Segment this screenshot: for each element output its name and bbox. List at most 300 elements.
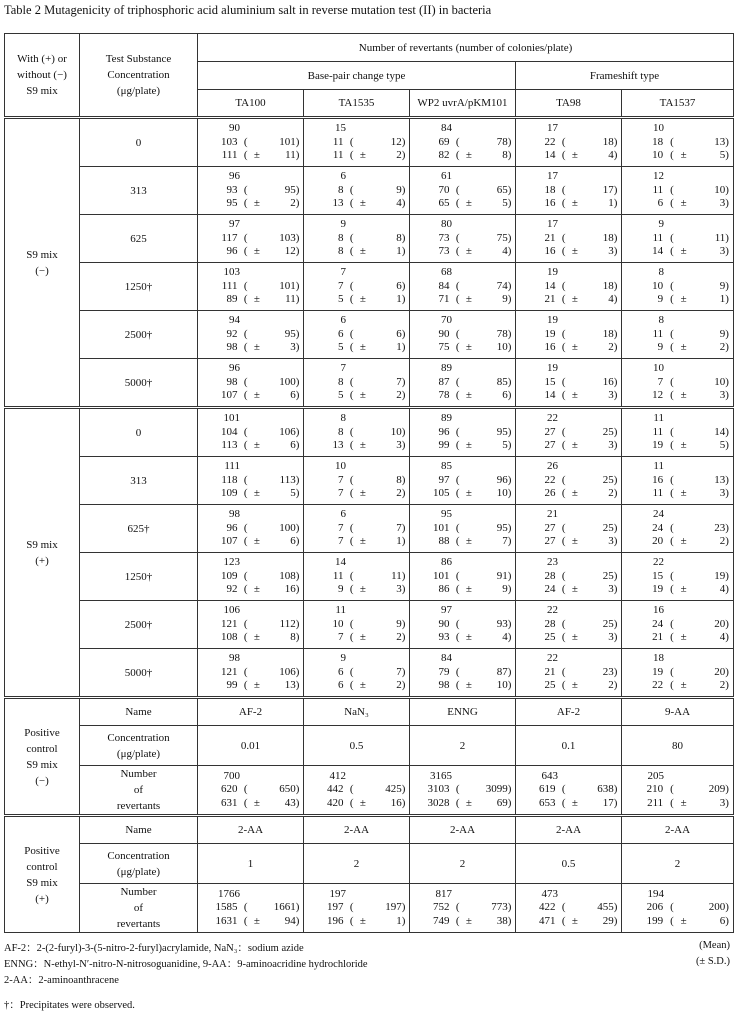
plate-row bbox=[636, 439, 733, 453]
plate-count: 111 bbox=[224, 460, 240, 473]
mean-value: 25 bbox=[602, 473, 614, 486]
positive-group-line: S9 mix bbox=[26, 876, 58, 889]
close-paren: ) bbox=[401, 245, 406, 258]
mean-value: 85 bbox=[496, 375, 508, 388]
count-cell bbox=[410, 359, 516, 408]
plate-row bbox=[212, 170, 303, 184]
plate-row bbox=[636, 604, 733, 618]
plate-count: 22 bbox=[544, 473, 556, 486]
close-paren: ) bbox=[725, 231, 729, 244]
plate-count: 194 bbox=[647, 887, 664, 900]
plate-row bbox=[636, 197, 733, 211]
count-cell bbox=[622, 408, 734, 457]
plate-row bbox=[530, 218, 621, 232]
open-paren: ( bbox=[243, 245, 248, 258]
close-paren: ) bbox=[725, 521, 729, 534]
open-paren: ( bbox=[561, 439, 566, 452]
open-paren: ( bbox=[349, 293, 354, 306]
plate-count: 7 bbox=[657, 375, 664, 388]
plus-minus: ± bbox=[253, 293, 260, 306]
plate-row bbox=[530, 426, 621, 440]
close-paren: ) bbox=[401, 679, 406, 692]
plate-count: 20 bbox=[652, 535, 664, 548]
plate-count: 113 bbox=[221, 439, 238, 452]
mean-value: 103 bbox=[279, 231, 296, 244]
close-paren: ) bbox=[613, 583, 618, 596]
plate-row bbox=[530, 314, 621, 328]
plate-count: 18 bbox=[652, 135, 664, 148]
close-paren: ) bbox=[295, 521, 300, 534]
sd-value: 3 bbox=[396, 583, 402, 596]
plus-minus: ± bbox=[253, 389, 260, 402]
mean-value: 650 bbox=[279, 783, 296, 796]
plate-count: 92 bbox=[226, 327, 238, 340]
open-paren: ( bbox=[243, 197, 248, 210]
sd-value: 1 bbox=[396, 341, 402, 354]
sd-value: 3 bbox=[608, 439, 614, 452]
count-cell bbox=[622, 884, 734, 933]
sd-value: 1 bbox=[396, 293, 402, 306]
plate-row bbox=[424, 218, 515, 232]
count-cell bbox=[304, 408, 410, 457]
count-cell bbox=[410, 311, 516, 359]
plus-minus: ± bbox=[253, 439, 260, 452]
positive-group-label bbox=[5, 698, 80, 816]
mean-value: 78 bbox=[496, 135, 508, 148]
plate-count: 10 bbox=[653, 362, 664, 375]
plate-row bbox=[318, 280, 409, 294]
open-paren: ( bbox=[243, 439, 248, 452]
plate-count: 442 bbox=[326, 783, 344, 796]
s9-group-line: S9 mix bbox=[26, 248, 58, 261]
conc-label bbox=[80, 730, 197, 762]
plate-row bbox=[212, 583, 303, 597]
open-paren: ( bbox=[670, 901, 674, 914]
plate-row bbox=[424, 184, 515, 198]
plus-minus: ± bbox=[680, 389, 687, 402]
close-paren: ) bbox=[507, 679, 512, 692]
count-cell bbox=[622, 601, 734, 649]
mean-value: 25 bbox=[602, 569, 614, 582]
close-paren: ) bbox=[507, 487, 512, 500]
count-cell bbox=[304, 311, 410, 359]
open-paren: ( bbox=[349, 425, 354, 438]
open-paren: ( bbox=[349, 279, 354, 292]
close-paren: ) bbox=[401, 583, 406, 596]
mean-value: 74 bbox=[496, 279, 508, 292]
plate-count: 111 bbox=[221, 279, 238, 292]
positive-name-row bbox=[5, 816, 734, 844]
plate-count: 85 bbox=[441, 460, 452, 473]
plus-minus: ± bbox=[465, 389, 472, 402]
open-paren: ( bbox=[670, 327, 674, 340]
plus-minus: ± bbox=[359, 679, 366, 692]
plate-row bbox=[212, 245, 303, 259]
dose-row bbox=[5, 505, 734, 553]
strain-header: TA1537 bbox=[622, 90, 734, 118]
dose-value: 313 bbox=[80, 167, 198, 215]
open-paren: ( bbox=[243, 617, 248, 630]
sd-value: 16 bbox=[284, 583, 296, 596]
plate-count: 1631 bbox=[215, 914, 238, 927]
close-paren: ) bbox=[613, 569, 618, 582]
mean-value: 23 bbox=[602, 665, 614, 678]
count-cell bbox=[198, 649, 304, 698]
plate-count: 101 bbox=[223, 412, 240, 425]
count-cell bbox=[622, 766, 734, 816]
plate-count: 8 bbox=[658, 314, 664, 327]
plate-count: 7 bbox=[337, 473, 344, 486]
plate-row bbox=[636, 389, 733, 403]
plate-count: 19 bbox=[652, 665, 664, 678]
close-paren: ) bbox=[613, 914, 618, 927]
plate-count: 11 bbox=[652, 425, 664, 438]
plate-row bbox=[424, 376, 515, 390]
open-paren: ( bbox=[349, 183, 354, 196]
plate-count: 5 bbox=[337, 341, 344, 354]
plate-row bbox=[212, 232, 303, 246]
close-paren: ) bbox=[295, 901, 300, 914]
sd-value: 5 bbox=[502, 197, 508, 210]
open-paren: ( bbox=[670, 439, 674, 452]
count-cell bbox=[304, 553, 410, 601]
plate-count: 9 bbox=[657, 293, 664, 306]
close-paren: ) bbox=[401, 327, 406, 340]
num-label-line: Number bbox=[120, 886, 157, 898]
plate-count: 11 bbox=[652, 231, 664, 244]
conc-header-line: Test Substance bbox=[105, 53, 172, 65]
conc-label bbox=[80, 848, 197, 880]
plate-count: 22 bbox=[544, 135, 556, 148]
plus-minus: ± bbox=[465, 487, 472, 500]
plate-count: 104 bbox=[220, 425, 238, 438]
plate-row bbox=[318, 136, 409, 150]
plate-row bbox=[212, 797, 303, 811]
plate-row bbox=[636, 266, 733, 280]
plate-count: 61 bbox=[441, 170, 452, 183]
sd-value: 9 bbox=[502, 293, 508, 306]
plate-row bbox=[318, 666, 409, 680]
plate-count: 121 bbox=[220, 665, 238, 678]
plate-row bbox=[424, 341, 515, 355]
mean-value: 101 bbox=[279, 279, 296, 292]
plate-count: 11 bbox=[652, 327, 664, 340]
open-paren: ( bbox=[349, 135, 354, 148]
mean-value: 113 bbox=[279, 473, 296, 486]
conc-label-cell bbox=[80, 726, 198, 766]
plate-row bbox=[530, 136, 621, 150]
open-paren: ( bbox=[670, 375, 674, 388]
sd-value: 17 bbox=[602, 796, 614, 809]
plate-row bbox=[212, 666, 303, 680]
plate-row bbox=[636, 522, 733, 536]
plus-minus: ± bbox=[571, 439, 578, 452]
close-paren: ) bbox=[401, 535, 406, 548]
plate-row bbox=[530, 280, 621, 294]
control-conc: 0.01 bbox=[198, 726, 304, 766]
dose-row bbox=[5, 649, 734, 698]
conc-label-line: (μg/plate) bbox=[116, 747, 161, 760]
mean-value: 17 bbox=[602, 183, 614, 196]
open-paren: ( bbox=[243, 293, 248, 306]
open-paren: ( bbox=[455, 487, 460, 500]
sd-value: 3 bbox=[608, 245, 614, 258]
count-cell bbox=[304, 167, 410, 215]
plate-count: 6 bbox=[337, 665, 344, 678]
plate-row bbox=[636, 508, 733, 522]
plate-row bbox=[636, 293, 733, 307]
close-paren: ) bbox=[613, 439, 618, 452]
plate-count: 412 bbox=[329, 769, 346, 782]
close-paren: ) bbox=[295, 665, 300, 678]
plate-count: 93 bbox=[438, 631, 450, 644]
plate-count: 14 bbox=[652, 245, 664, 258]
close-paren: ) bbox=[295, 135, 300, 148]
mean-value: 8 bbox=[396, 231, 402, 244]
dose-row bbox=[5, 215, 734, 263]
open-paren: ( bbox=[455, 375, 460, 388]
plate-row bbox=[212, 783, 303, 797]
plate-count: 10 bbox=[332, 617, 344, 630]
close-paren: ) bbox=[725, 439, 729, 452]
open-paren: ( bbox=[243, 665, 248, 678]
mean-value: 23 bbox=[714, 521, 726, 534]
plate-row bbox=[636, 341, 733, 355]
plate-row bbox=[424, 797, 515, 811]
plate-count: 653 bbox=[538, 796, 556, 809]
open-paren: ( bbox=[561, 245, 566, 258]
close-paren: ) bbox=[295, 183, 300, 196]
mean-value: 773 bbox=[491, 901, 508, 914]
close-paren: ) bbox=[725, 583, 729, 596]
open-paren: ( bbox=[670, 341, 674, 354]
plate-count: 196 bbox=[326, 914, 344, 927]
close-paren: ) bbox=[507, 521, 512, 534]
plate-row bbox=[530, 556, 621, 570]
close-paren: ) bbox=[613, 293, 618, 306]
plus-minus: ± bbox=[359, 439, 366, 452]
sd-value: 2 bbox=[719, 535, 726, 548]
close-paren: ) bbox=[507, 665, 512, 678]
mean-value: 101 bbox=[279, 135, 296, 148]
plus-minus: ± bbox=[359, 796, 366, 809]
footnote-2: ENNG：N-ethyl-N′-nitro-N-nitrosoguanidine, 9-AA：9-aminoacridine hydrochloride bbox=[4, 959, 368, 970]
close-paren: ) bbox=[507, 231, 512, 244]
count-cell bbox=[198, 215, 304, 263]
positive-count-row bbox=[5, 766, 734, 816]
plate-count: 111 bbox=[221, 149, 238, 162]
sd-value: 6 bbox=[290, 439, 296, 452]
plate-row bbox=[212, 570, 303, 584]
open-paren: ( bbox=[349, 535, 354, 548]
close-paren: ) bbox=[613, 197, 618, 210]
open-paren: ( bbox=[243, 327, 248, 340]
sd-value: 6 bbox=[502, 389, 508, 402]
close-paren: ) bbox=[401, 197, 406, 210]
plate-count: 84 bbox=[441, 652, 452, 665]
plate-row bbox=[530, 122, 621, 136]
plate-count: 19 bbox=[652, 583, 664, 596]
count-cell bbox=[304, 601, 410, 649]
plate-row bbox=[636, 149, 733, 163]
count-cell bbox=[198, 408, 304, 457]
plate-count: 17 bbox=[547, 170, 558, 183]
plate-row bbox=[636, 618, 733, 632]
plus-minus: ± bbox=[465, 796, 472, 809]
s9-group-label bbox=[5, 408, 80, 698]
mean-value: 25 bbox=[602, 425, 614, 438]
strain-header: TA1535 bbox=[304, 90, 410, 118]
revertants-header: Number of revertants (number of colonies/plate) bbox=[198, 34, 734, 62]
mean-value: 25 bbox=[602, 617, 614, 630]
open-paren: ( bbox=[670, 425, 674, 438]
close-paren: ) bbox=[507, 914, 512, 927]
close-paren: ) bbox=[613, 375, 618, 388]
open-paren: ( bbox=[670, 583, 674, 596]
plate-count: 8 bbox=[337, 231, 344, 244]
plate-row bbox=[318, 266, 409, 280]
plate-row bbox=[212, 136, 303, 150]
plate-row bbox=[636, 328, 733, 342]
open-paren: ( bbox=[455, 135, 460, 148]
num-label-cell bbox=[80, 884, 198, 933]
plate-count: 11 bbox=[332, 569, 344, 582]
plus-minus: ± bbox=[571, 914, 578, 927]
plate-row bbox=[424, 618, 515, 632]
control-conc: 0.5 bbox=[516, 844, 622, 884]
plus-minus: ± bbox=[253, 679, 260, 692]
open-paren: ( bbox=[561, 197, 566, 210]
plus-minus: ± bbox=[465, 341, 472, 354]
plate-row bbox=[212, 679, 303, 693]
plate-count: 7 bbox=[337, 521, 344, 534]
plate-count: 10 bbox=[653, 122, 664, 135]
sd-value: 43 bbox=[284, 796, 296, 809]
close-paren: ) bbox=[401, 279, 406, 292]
close-paren: ) bbox=[507, 631, 512, 644]
open-paren: ( bbox=[561, 783, 566, 796]
plate-count: 118 bbox=[221, 473, 238, 486]
open-paren: ( bbox=[349, 473, 354, 486]
plate-row bbox=[212, 266, 303, 280]
positive-group bbox=[5, 725, 79, 789]
mean-value: 95 bbox=[496, 425, 508, 438]
open-paren: ( bbox=[561, 631, 566, 644]
plate-row bbox=[212, 604, 303, 618]
count-cell bbox=[516, 601, 622, 649]
plate-count: 84 bbox=[438, 279, 450, 292]
mean-value: 100 bbox=[279, 521, 296, 534]
plate-count: 89 bbox=[441, 412, 452, 425]
open-paren: ( bbox=[349, 914, 354, 927]
plate-count: 13 bbox=[332, 197, 344, 210]
plate-count: 84 bbox=[441, 122, 452, 135]
plate-count: 98 bbox=[229, 652, 240, 665]
open-paren: ( bbox=[561, 521, 566, 534]
plate-count: 70 bbox=[438, 183, 450, 196]
close-paren: ) bbox=[507, 439, 512, 452]
plate-count: 14 bbox=[544, 389, 556, 402]
plate-count: 121 bbox=[220, 617, 238, 630]
open-paren: ( bbox=[349, 583, 354, 596]
close-paren: ) bbox=[507, 279, 512, 292]
close-paren: ) bbox=[725, 341, 729, 354]
open-paren: ( bbox=[243, 796, 248, 809]
open-paren: ( bbox=[561, 149, 566, 162]
open-paren: ( bbox=[455, 796, 460, 809]
plate-count: 8 bbox=[337, 425, 344, 438]
open-paren: ( bbox=[243, 341, 248, 354]
dose-value: 2500† bbox=[80, 601, 198, 649]
open-paren: ( bbox=[349, 631, 354, 644]
plate-row bbox=[212, 618, 303, 632]
close-paren: ) bbox=[613, 487, 618, 500]
plate-count: 6 bbox=[657, 197, 664, 210]
plate-count: 11 bbox=[653, 412, 664, 425]
open-paren: ( bbox=[561, 327, 566, 340]
plate-row bbox=[636, 487, 733, 501]
plate-row bbox=[212, 314, 303, 328]
plus-minus: ± bbox=[571, 149, 578, 162]
plate-row bbox=[424, 122, 515, 136]
dose-value: 1250† bbox=[80, 553, 198, 601]
strain-header bbox=[410, 90, 516, 118]
plate-row bbox=[212, 487, 303, 501]
sd-value: 1 bbox=[608, 197, 614, 210]
plate-row bbox=[530, 170, 621, 184]
strain-label: WP2 uvrA/pKM101 bbox=[417, 97, 508, 109]
plate-row bbox=[318, 341, 409, 355]
open-paren: ( bbox=[561, 487, 566, 500]
close-paren: ) bbox=[725, 425, 729, 438]
count-cell bbox=[304, 359, 410, 408]
plate-row bbox=[424, 888, 515, 902]
plate-row bbox=[424, 412, 515, 426]
sd-value: 12 bbox=[284, 245, 296, 258]
plate-row bbox=[636, 770, 733, 784]
mean-value: 10 bbox=[714, 375, 726, 388]
plate-count: 73 bbox=[438, 231, 450, 244]
plate-count: 16 bbox=[653, 604, 664, 617]
plate-count: 98 bbox=[226, 341, 238, 354]
count-cell bbox=[622, 359, 734, 408]
control-name: 9-AA bbox=[622, 698, 734, 726]
mean-value: 11 bbox=[391, 569, 402, 582]
mean-value: 12 bbox=[390, 135, 402, 148]
plate-row bbox=[212, 522, 303, 536]
plate-row bbox=[636, 412, 733, 426]
plate-count: 21 bbox=[652, 631, 664, 644]
conc-label-line: (μg/plate) bbox=[116, 865, 161, 878]
plate-row bbox=[424, 232, 515, 246]
plus-minus: ± bbox=[680, 487, 687, 500]
sd-value: 5 bbox=[502, 439, 508, 452]
count-cell bbox=[198, 553, 304, 601]
plate-count: 7 bbox=[340, 362, 346, 375]
mean-value: 200 bbox=[708, 901, 726, 914]
plate-count: 21 bbox=[544, 293, 556, 306]
close-paren: ) bbox=[725, 679, 729, 692]
control-conc: 80 bbox=[622, 726, 734, 766]
plate-row bbox=[424, 293, 515, 307]
plate-row bbox=[530, 293, 621, 307]
plate-count: 8 bbox=[340, 412, 346, 425]
plate-row bbox=[318, 389, 409, 403]
count-cell bbox=[516, 505, 622, 553]
plus-minus: ± bbox=[465, 197, 472, 210]
plate-count: 26 bbox=[544, 487, 556, 500]
open-paren: ( bbox=[349, 375, 354, 388]
